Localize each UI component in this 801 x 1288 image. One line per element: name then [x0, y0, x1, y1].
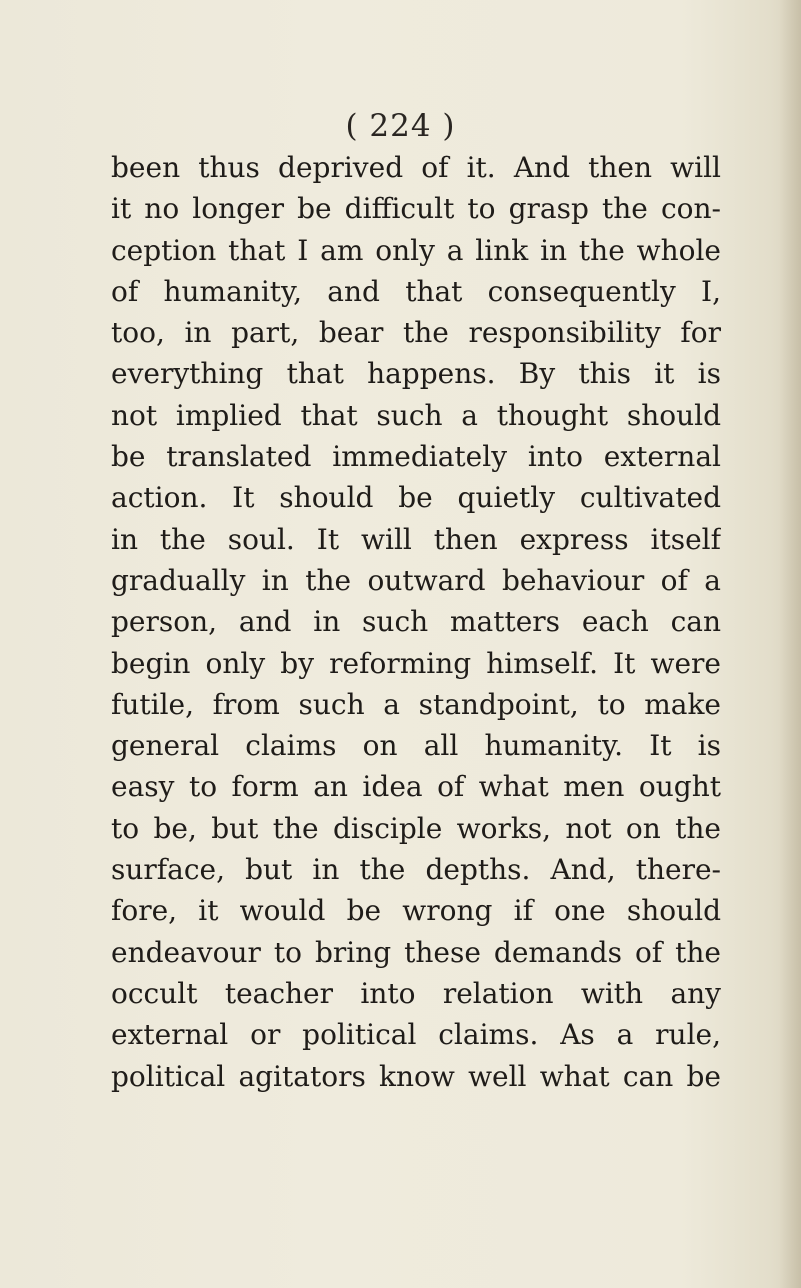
text-line: fore, it would be wrong if one should	[111, 894, 721, 928]
body-text	[111, 147, 721, 1097]
text-line: external or political claims. As a rule,	[111, 1018, 721, 1052]
text-line: to be, but the disciple works, not on the	[111, 811, 721, 845]
text-line: action. It should be quietly cultivated	[111, 481, 721, 515]
text-line: too, in part, bear the responsibility for	[111, 316, 721, 350]
text-line: occult teacher into relation with any	[111, 976, 721, 1010]
text-line: not implied that such a thought should	[111, 398, 721, 432]
text-line: in the soul. It will then express itself	[111, 522, 721, 556]
text-line: begin only by reforming himself. It were	[111, 646, 721, 680]
text-line: political agitators know well what can be	[111, 1059, 721, 1093]
text-line: general claims on all humanity. It is	[111, 729, 721, 763]
text-line: be translated immediately into external	[111, 440, 721, 474]
text-line: futile, from such a standpoint, to make	[111, 687, 721, 721]
text-line: surface, but in the depths. And, there-	[111, 853, 721, 887]
page-edge-shadow	[779, 0, 801, 1288]
text-line: easy to form an idea of what men ought	[111, 770, 721, 804]
text-line: been thus deprived of it. And then will	[111, 151, 721, 184]
text-line: of humanity, and that consequently I,	[111, 274, 721, 308]
text-line: ception that I am only a link in the whole	[111, 233, 721, 267]
text-line: gradually in the outward behaviour of a	[111, 563, 721, 597]
text-line: it no longer be difficult to grasp the con-	[111, 192, 721, 226]
text-line: everything that happens. By this it is	[111, 357, 721, 391]
text-line: person, and in such matters each can	[111, 605, 721, 639]
page-number: ( 224 )	[345, 108, 456, 144]
text-line: endeavour to bring these demands of the	[111, 935, 721, 969]
